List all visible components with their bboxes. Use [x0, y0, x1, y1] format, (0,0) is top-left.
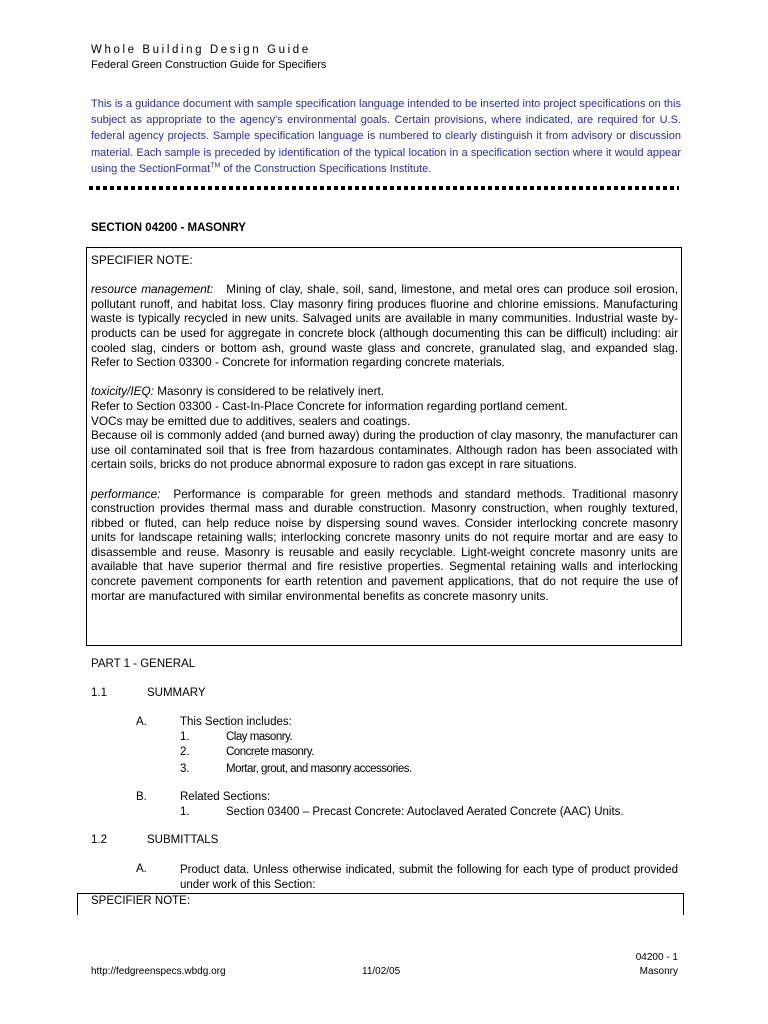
submittals-a-text: Product data. Unless otherwise indicated, submit the following for each type of product provided under work of this Section:	[180, 864, 678, 891]
submittals-a-letter: A.	[136, 863, 147, 875]
item-b-letter: B.	[136, 791, 147, 803]
footer-page-number: 04200 - 1	[635, 952, 678, 963]
resource-management-label: resource management:	[91, 282, 214, 297]
guidance-text: This is a guidance document with sample specification language intended to be inserted into project specifications on this subject as appropriate to the agency's environmental goals. Certain provisions, where indicated, are required for U.S. federal agency projects. Sample specification language is numbered to clearly distinguish it from advisory or discussion material. Each sample is preceded by identification of the typical location in a specification section where it would appear using the SectionFormat	[91, 98, 681, 175]
guidance-paragraph	[91, 96, 681, 177]
resource-management-text: Mining of clay, shale, soil, sand, limestone, and metal ores can produce soil erosion, pollutant runoff, and habitat loss. Clay masonry firing produces fluorine and chlorine emissions. Manufacturing waste is typically recycled in new units. Salvaged units are available in many communities. Industrial waste by-products can be used for aggregate in concrete block (although documenting this can be difficult) including: air cooled slag, cinders or bottom ash, ground waste glass and concrete, granulated slag, and expanded slag. Refer to Section 03300 - Concrete for information regarding concrete materials.	[91, 282, 678, 370]
list-item-number: 3.	[180, 763, 190, 775]
section-1-1-number: 1.1	[91, 687, 107, 699]
section-1-2-title: SUBMITTALS	[147, 834, 219, 846]
guide-title: Whole Building Design Guide	[91, 44, 311, 56]
toxicity-line-2: Refer to Section 03300 - Cast-In-Place Concrete for information regarding portland cement.	[91, 398, 568, 413]
guide-subtitle: Federal Green Construction Guide for Specifiers	[91, 59, 327, 71]
trademark-mark: TM	[210, 162, 221, 170]
list-item-number: 1.	[180, 806, 190, 818]
toxicity-line-4: Because oil is commonly added (and burned away) during the production of clay masonry, the manufacturer can use oil contaminated soil that is free from hazardous contaminates. Although radon has been associated with certain soils, bricks do not produce abnormal exposure to radon gas except in rare situations.	[91, 428, 678, 472]
item-b-text: Related Sections:	[180, 791, 271, 803]
list-item-text: Concrete masonry.	[226, 746, 314, 758]
dotted-separator	[89, 186, 679, 190]
item-a-letter: A.	[136, 716, 147, 728]
list-item-text: Mortar, grout, and masonry accessories.	[226, 763, 412, 775]
footer-url: http://fedgreenspecs.wbdg.org	[91, 966, 226, 977]
toxicity-line-3: VOCs may be emitted due to additives, sealers and coatings.	[91, 413, 411, 428]
guidance-text-end: of the Construction Specifications Institute.	[220, 162, 432, 175]
toxicity-label: toxicity/IEQ:	[91, 384, 154, 399]
specifier-note-label: SPECIFIER NOTE:	[91, 253, 193, 267]
performance-text: Performance is comparable for green methods and standard methods. Traditional masonry construction provides thermal mass and durable construction. Masonry construction, when roughly textured, ribbed or fluted, can help reduce noise by dispersing sound waves. Consider interlocking concrete masonry units for landscape retaining walls; interlocking concrete masonry units do not require mortar and are easy to disassemble and reuse. Masonry is reusable and easily recyclable. Light-weight concrete masonry units are available that have superior thermal and fire resistive properties. Segmental retaining walls and interlocking concrete pavement components for earth retention and pavement applications, that do not require the use of mortar are manufactured with similar environmental benefits as concrete masonry units.	[91, 486, 678, 603]
list-item-text: Clay masonry.	[226, 731, 293, 743]
section-1-1-title: SUMMARY	[147, 687, 206, 699]
toxicity-line-1: Masonry is considered to be relatively inert.	[157, 384, 385, 399]
list-item-number: 1.	[180, 731, 190, 743]
specifier-note-label-2: SPECIFIER NOTE:	[91, 895, 191, 907]
list-item-text: Section 03400 – Precast Concrete: Autoclaved Aerated Concrete (AAC) Units.	[226, 806, 624, 818]
item-a-text: This Section includes:	[180, 716, 292, 728]
footer-date: 11/02/05	[362, 966, 401, 977]
footer-section-name: Masonry	[639, 966, 678, 977]
section-1-2-number: 1.2	[91, 834, 107, 846]
part-1-title: PART 1 - GENERAL	[91, 658, 196, 670]
specifier-note-content	[91, 253, 678, 618]
section-title: SECTION 04200 - MASONRY	[91, 222, 246, 234]
list-item-number: 2.	[180, 746, 190, 758]
performance-label: performance:	[91, 486, 161, 501]
